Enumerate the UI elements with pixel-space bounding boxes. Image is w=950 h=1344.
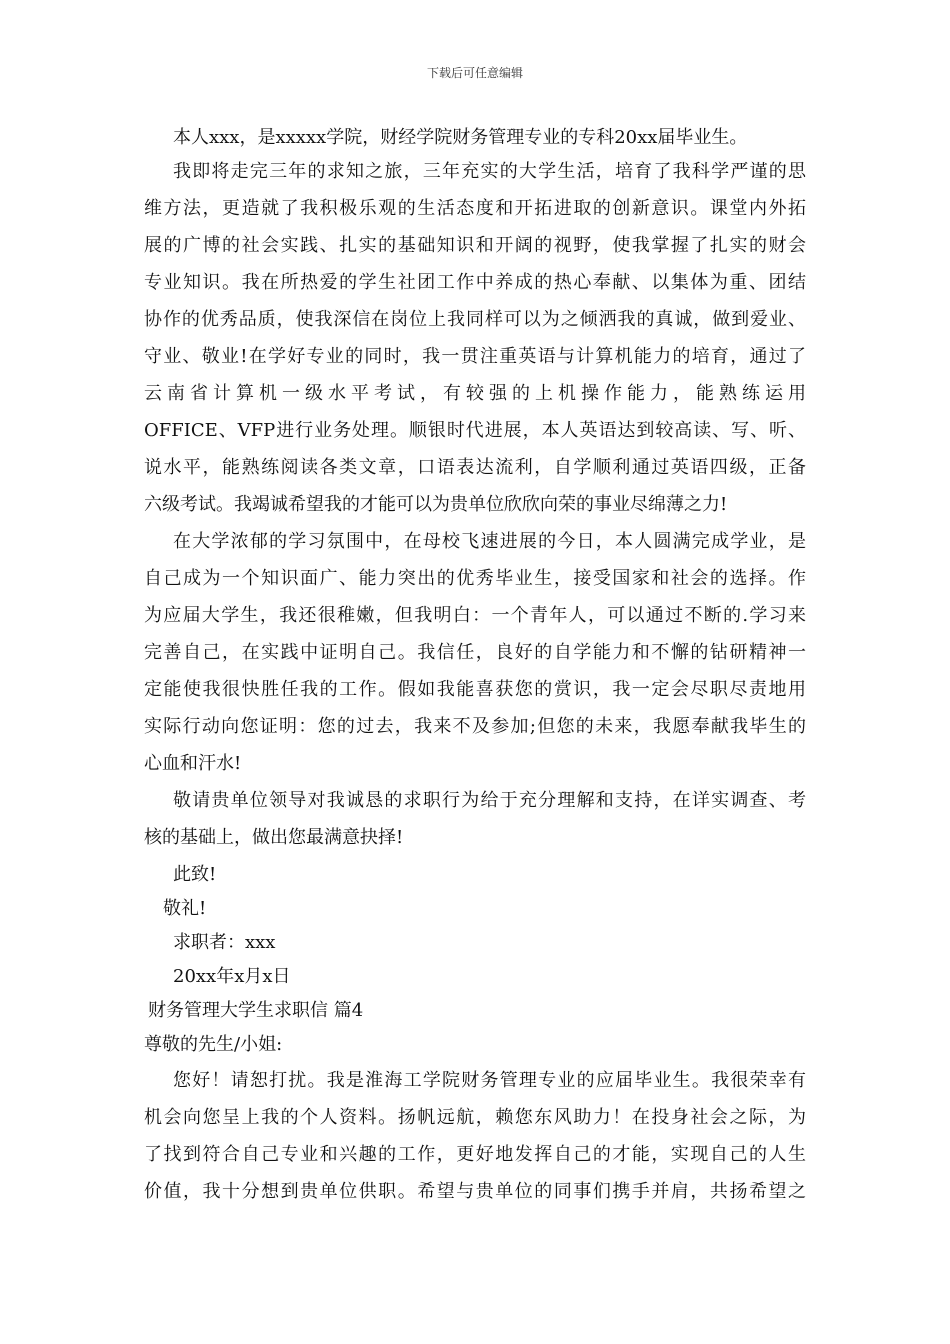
- page-header: 下载后可任意编辑: [426, 66, 523, 80]
- closing-line: 此致!: [173, 864, 217, 885]
- paragraph-line: 维方法，更造就了我积极乐观的生活态度和开拓进取的创新意识。课堂内外拓: [144, 198, 806, 219]
- signature-line: 求职者：xxx: [173, 932, 276, 953]
- paragraph-line: 展的广博的社会实践、扎实的基础知识和开阔的视野，使我掌握了扎实的财会: [144, 235, 806, 256]
- paragraph-line: 云南省计算机一级水平考试，有较强的上机操作能力，能熟练运用: [144, 383, 806, 404]
- paragraph-line: 机会向您呈上我的个人资料。扬帆远航，赖您东风助力！在投身社会之际，为: [144, 1107, 806, 1128]
- section-title: 财务管理大学生求职信 篇4: [148, 1000, 364, 1021]
- paragraph-line: 协作的优秀品质，使我深信在岗位上我同样可以为之倾洒我的真诚，做到爱业、: [144, 309, 806, 330]
- paragraph-line: 自己成为一个知识面广、能力突出的优秀毕业生，接受国家和社会的选择。作: [144, 568, 806, 589]
- paragraph-line: 心血和汗水!: [144, 753, 242, 774]
- paragraph-line: OFFICE、VFP进行业务处理。顺银时代进展，本人英语达到较高读、写、听、: [144, 420, 806, 441]
- salutation-line: 尊敬的先生/小姐:: [144, 1034, 283, 1055]
- paragraph-line: 我即将走完三年的求知之旅，三年充实的大学生活，培育了我科学严谨的思: [173, 161, 806, 182]
- paragraph-line: 说水平，能熟练阅读各类文章，口语表达流利，自学顺利通过英语四级，正备: [144, 457, 806, 478]
- date-line: 20xx年x月x日: [173, 966, 291, 987]
- paragraph-line: 价值，我十分想到贵单位供职。希望与贵单位的同事们携手并肩，共扬希望之: [144, 1181, 806, 1202]
- paragraph-line: 专业知识。我在所热爱的学生社团工作中养成的热心奉献、以集体为重、团结: [144, 272, 806, 293]
- paragraph-line: 完善自己，在实践中证明自己。我信任，良好的自学能力和不懈的钻研精神一: [144, 642, 806, 663]
- paragraph-line: 敬请贵单位领导对我诚恳的求职行为给于充分理解和支持，在详实调查、考: [173, 790, 806, 811]
- paragraph-line: 实际行动向您证明：您的过去，我来不及参加;但您的未来，我愿奉献我毕生的: [144, 716, 806, 737]
- paragraph-line: 定能使我很快胜任我的工作。假如我能喜获您的赏识，我一定会尽职尽责地用: [144, 679, 806, 700]
- paragraph-line: 守业、敬业!在学好专业的同时，我一贯注重英语与计算机能力的培育，通过了: [144, 346, 806, 367]
- paragraph-line: 了找到符合自己专业和兴趣的工作，更好地发挥自己的才能，实现自己的人生: [144, 1144, 806, 1165]
- paragraph-line: 您好！请恕打扰。我是淮海工学院财务管理专业的应届毕业生。我很荣幸有: [173, 1070, 806, 1091]
- paragraph-line: 本人xxx，是xxxxx学院，财经学院财务管理专业的专科20xx届毕业生。: [173, 127, 748, 148]
- paragraph-line: 核的基础上，做出您最满意抉择!: [144, 827, 404, 848]
- paragraph-line: 为应届大学生，我还很稚嫩，但我明白：一个青年人，可以通过不断的.学习来: [144, 605, 806, 626]
- paragraph-line: 在大学浓郁的学习氛围中，在母校飞速进展的今日，本人圆满完成学业，是: [173, 531, 806, 552]
- closing-line: 敬礼!: [163, 898, 207, 919]
- paragraph-line: 六级考试。我竭诚希望我的才能可以为贵单位欣欣向荣的事业尽绵薄之力!: [144, 494, 728, 515]
